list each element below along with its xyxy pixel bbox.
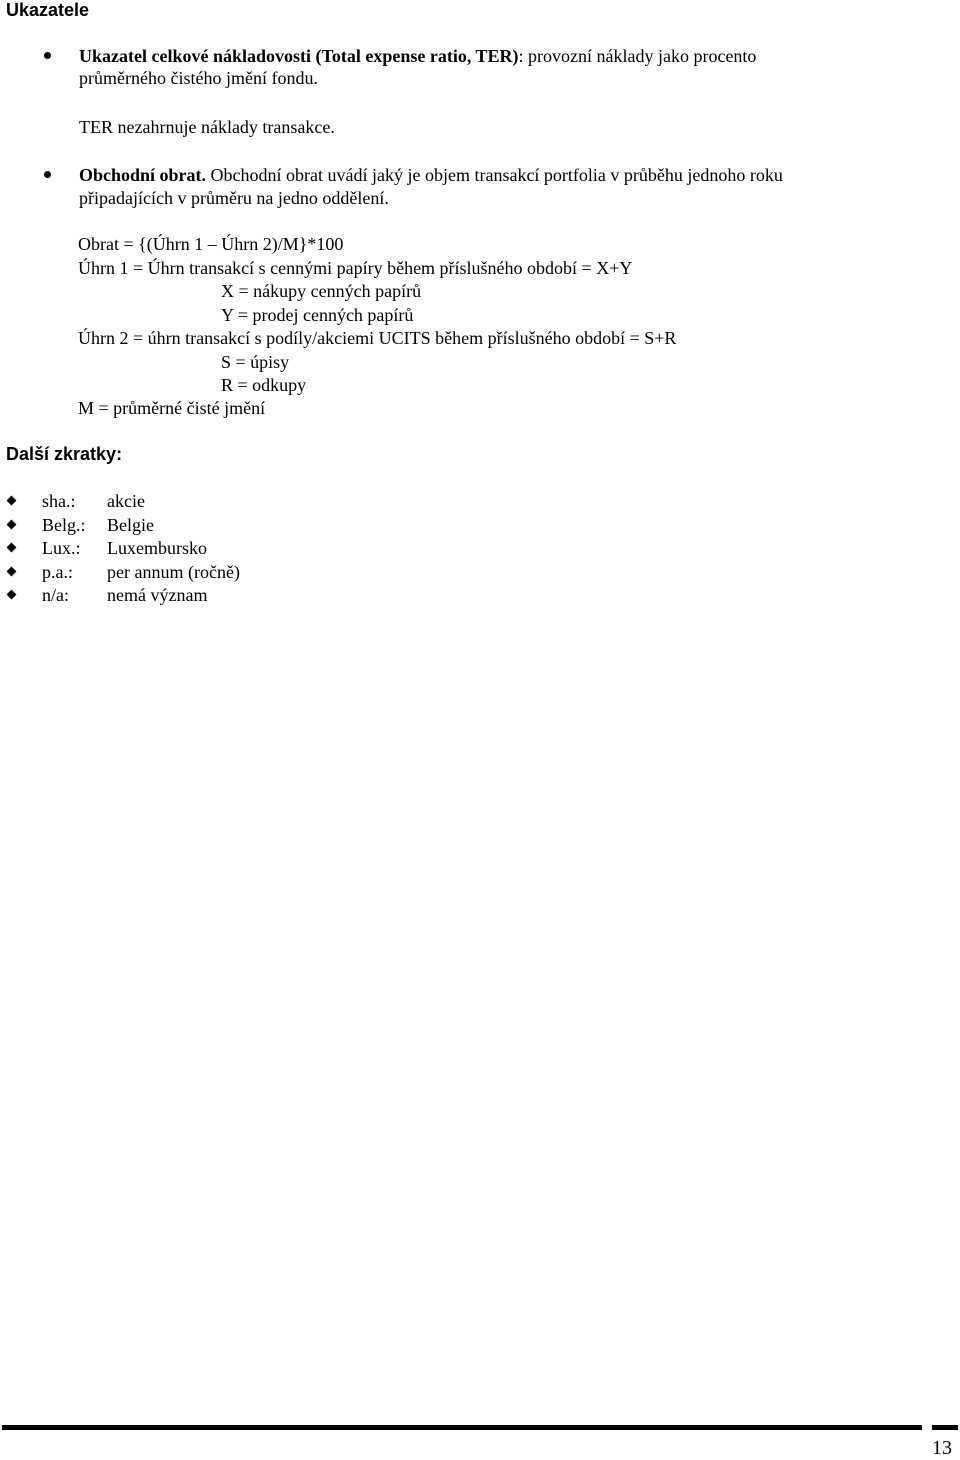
formula-m-definition: M = průměrné čisté jmění xyxy=(78,398,266,418)
abbreviation-meaning: akcie xyxy=(107,491,145,511)
abbreviation-term: Lux.: xyxy=(42,538,81,558)
abbreviation-meaning: Belgie xyxy=(107,515,154,535)
abbreviation-meaning: nemá význam xyxy=(107,585,208,605)
turnover-definition-line2: připadajících v průměru na jedno oddělení. xyxy=(79,188,389,208)
formula-sum1: Úhrn 1 = Úhrn transakcí s cennými papíry během příslušného období = X+Y xyxy=(78,258,633,278)
formula-x-definition: X = nákupy cenných papírů xyxy=(221,281,422,301)
abbreviations-heading: Další zkratky: xyxy=(6,444,123,464)
formula-s-definition: S = úpisy xyxy=(221,352,290,372)
abbreviation-term: n/a: xyxy=(42,585,69,605)
diamond-bullet-icon xyxy=(7,520,17,530)
turnover-term: Obchodní obrat. xyxy=(79,165,207,185)
footer-rule-page xyxy=(932,1425,958,1430)
abbreviation-meaning: per annum (ročně) xyxy=(107,562,240,582)
bullet-icon xyxy=(44,52,51,59)
diamond-bullet-icon xyxy=(7,543,17,553)
formula-r-definition: R = odkupy xyxy=(221,375,307,395)
ter-def-part1: : provozní náklady jako procento xyxy=(518,46,757,66)
abbreviation-term: sha.: xyxy=(42,491,76,511)
ter-term: Ukazatel celkové nákladovosti (Total expense ratio, TER) xyxy=(79,46,519,66)
ter-note: TER nezahrnuje náklady transakce. xyxy=(79,117,335,137)
bullet-icon xyxy=(44,171,51,178)
diamond-bullet-icon xyxy=(7,567,17,577)
turnover-def-part1: Obchodní obrat uvádí jaký je objem transakcí portfolia v průběhu jednoho roku xyxy=(210,165,783,185)
ter-definition-line2: průměrného čistého jmění fondu. xyxy=(79,68,318,88)
diamond-bullet-icon xyxy=(7,496,17,506)
ter-definition-line1 xyxy=(79,45,958,67)
formula-main: Obrat = {(Úhrn 1 – Úhrn 2)/M}*100 xyxy=(78,234,344,254)
abbreviation-meaning: Luxembursko xyxy=(107,538,207,558)
abbreviation-term: p.a.: xyxy=(42,562,73,582)
diamond-bullet-icon xyxy=(7,590,17,600)
abbreviation-term: Belg.: xyxy=(42,515,86,535)
formula-sum2: Úhrn 2 = úhrn transakcí s podíly/akciemi UCITS během příslušného období = S+R xyxy=(78,328,677,348)
turnover-definition-line1 xyxy=(79,164,783,186)
footer-rule xyxy=(2,1425,922,1430)
page-number: 13 xyxy=(932,1437,952,1459)
formula-y-definition: Y = prodej cenných papírů xyxy=(221,305,414,325)
section-heading: Ukazatele xyxy=(6,0,90,20)
